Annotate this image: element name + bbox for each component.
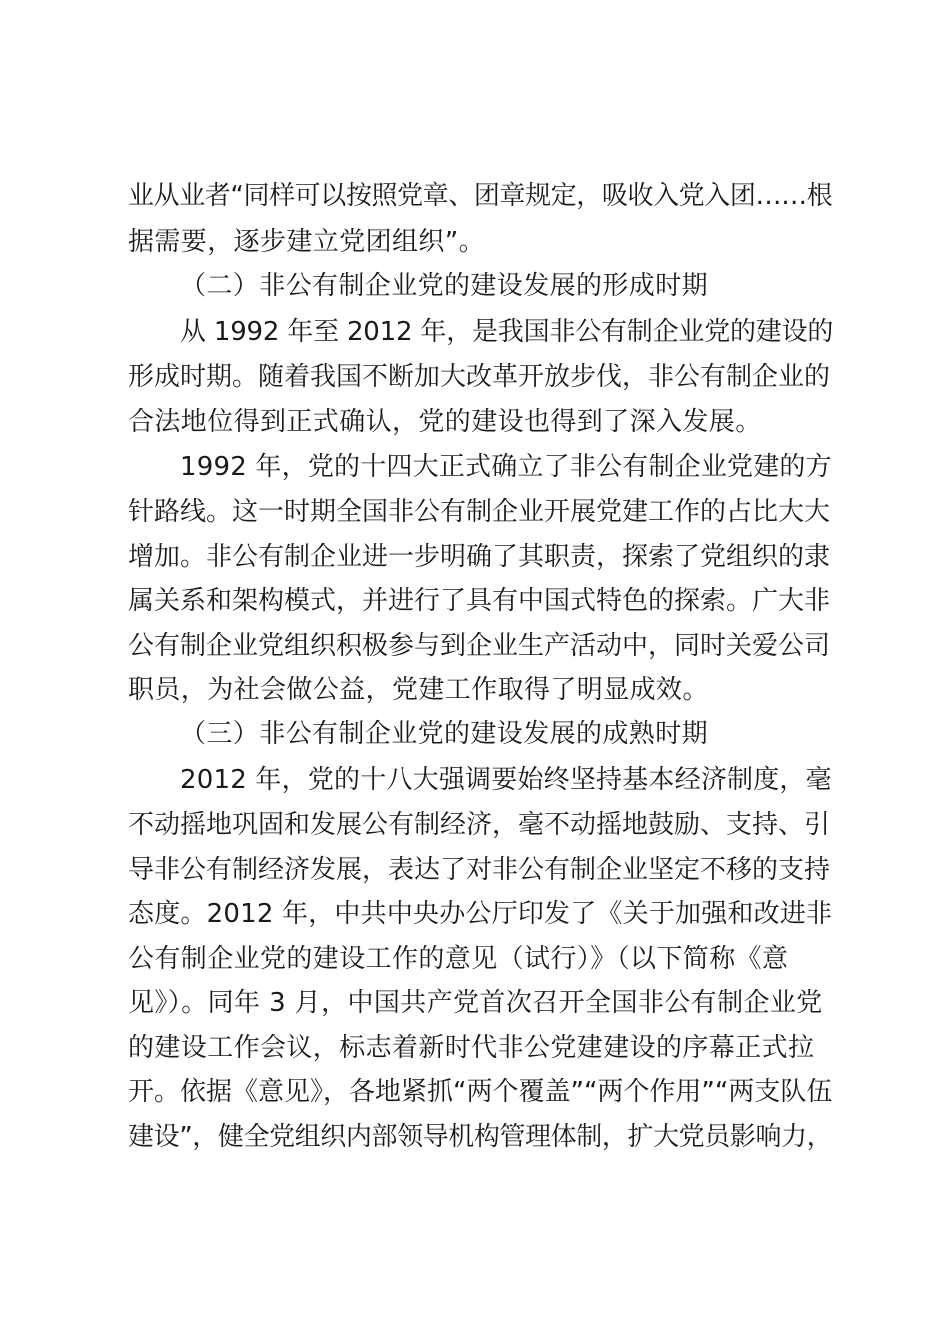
text-line: 据需要，逐步建立党团组织”。	[128, 227, 486, 257]
text-line: 1992 年，党的十四大正式确立了非公有制企业党建的方	[180, 452, 832, 482]
text-line: 公有制企业党的建设工作的意见（试行）》（以下简称《意	[128, 944, 789, 974]
text-line: 不动摇地巩固和发展公有制经济，毫不动摇地鼓励、支持、引	[128, 810, 831, 840]
text-line: 态度。2012 年，中共中央办公厅印发了《关于加强和改进非	[128, 899, 833, 929]
text-line: 开。依据《意见》，各地紧抓“两个覆盖”“两个作用”“两支队伍	[128, 1077, 833, 1107]
text-line: 见》）。同年 3 月，中国共产党首次召开全国非公有制企业党	[128, 988, 823, 1018]
text-line: 针路线。这一时期全国非公有制企业开展党建工作的占比大大	[128, 497, 831, 527]
text-line: 从 1992 年至 2012 年，是我国非公有制企业党的建设的	[180, 317, 834, 347]
section-heading: （二）非公有制企业党的建设发展的形成时期	[180, 271, 709, 301]
text-line: 导非公有制经济发展，表达了对非公有制企业坚定不移的支持	[128, 855, 831, 885]
text-line: 的建设工作会议，标志着新时代非公党建建设的序幕正式拉	[128, 1033, 815, 1063]
text-line: 建设”，健全党组织内部领导机构管理体制，扩大党员影响力，	[128, 1122, 833, 1152]
text-line: 职员，为社会做公益，党建工作取得了明显成效。	[128, 675, 709, 705]
text-line: 增加。非公有制企业进一步明确了其职责，探索了党组织的隶	[128, 542, 831, 572]
text-line: 形成时期。随着我国不断加大改革开放步伐，非公有制企业的	[128, 362, 831, 392]
text-line: 2012 年，党的十八大强调要始终坚持基本经济制度，毫	[180, 765, 832, 795]
text-line: 合法地位得到正式确认，党的建设也得到了深入发展。	[128, 407, 762, 437]
text-line: 属关系和架构模式，并进行了具有中国式特色的探索。广大非	[128, 586, 831, 616]
text-line: 业从业者“同样可以按照党章、团章规定，吸收入党入团……根	[128, 181, 833, 211]
section-heading: （三）非公有制企业党的建设发展的成熟时期	[180, 719, 709, 749]
text-line: 公有制企业党组织积极参与到企业生产活动中，同时关爱公司	[128, 631, 831, 661]
